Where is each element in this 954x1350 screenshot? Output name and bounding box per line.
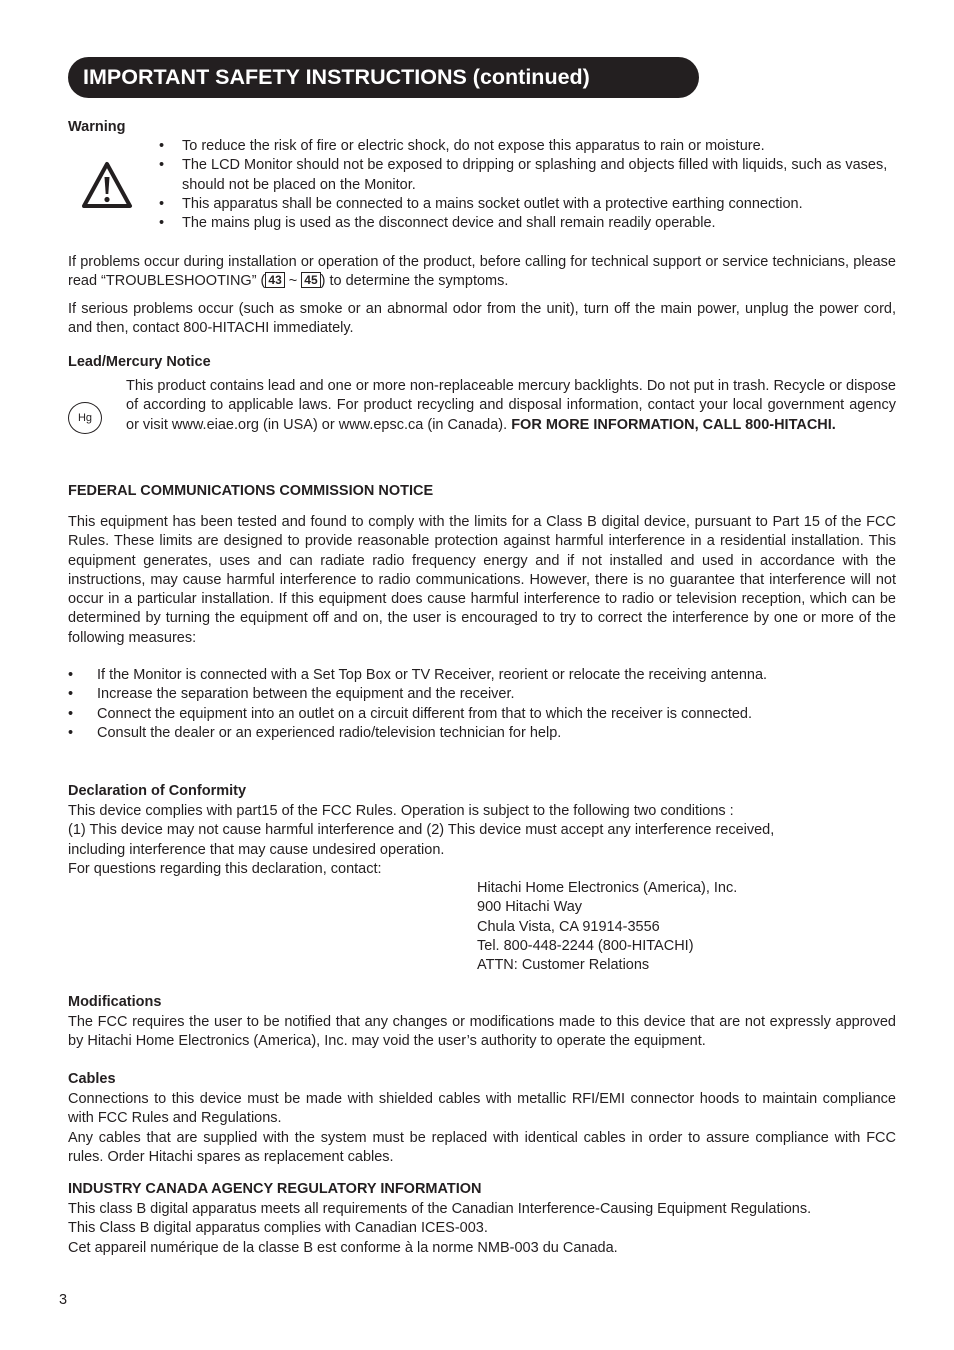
declaration-body [68, 802, 896, 879]
list-item: • This apparatus shall be connected to a mains socket outlet with a protective earthing connection. [159, 195, 803, 212]
industry-canada-heading: INDUSTRY CANADA AGENCY REGULATORY INFORMATION [68, 1181, 482, 1197]
warning-list [159, 137, 896, 233]
cables-paragraph-1: Connections to this device must be made with shielded cables with metallic RFI/EMI connector hoods to maintain compliance with FCC Rules and Regulations. [68, 1091, 896, 1127]
page-title: IMPORTANT SAFETY INSTRUCTIONS (continued) [68, 57, 699, 98]
declaration-line: (1) This device may not cause harmful interference and (2) This device must accept any interference received, [68, 822, 775, 839]
warning-heading: Warning [68, 119, 126, 135]
declaration-line: This device complies with part15 of the FCC Rules. Operation is subject to the following two conditions : [68, 803, 734, 819]
industry-canada-body [68, 1200, 896, 1258]
cables-heading: Cables [68, 1071, 116, 1087]
list-item: • If the Monitor is connected with a Set Top Box or TV Receiver, reorient or relocate the receiving antenna. [68, 667, 768, 683]
declaration-heading: Declaration of Conformity [68, 783, 247, 799]
list-item: • The LCD Monitor should not be exposed to dripping or splashing and objects filled with liquids, such as vases, should not be placed on the Monitor. [159, 157, 888, 193]
modifications-heading: Modifications [68, 994, 162, 1010]
list-item: • The mains plug is used as the disconnect device and shall remain readily operable. [159, 215, 716, 232]
lead-mercury-text: This product contains lead and one or more non-replaceable mercury backlights. Do not put in trash. Recycle or dispose of according to applicable laws. For product recycling and disposal information, contact your local government agency or visit www.eiae.org (in USA) or www.epsc.ca (in Canada). [126, 378, 896, 433]
fcc-heading: FEDERAL COMMUNICATIONS COMMISSION NOTICE [68, 483, 434, 499]
declaration-line: For questions regarding this declaration, contact: [68, 860, 382, 877]
fcc-item-text: Consult the dealer or an experienced radio/television technician for help. [97, 724, 562, 741]
mercury-hg-icon: Hg [68, 402, 102, 434]
page-number: 3 [59, 1292, 68, 1308]
list-item: • Increase the separation between the equipment and the receiver. [68, 686, 515, 703]
fcc-item-text: Connect the equipment into an outlet on a circuit different from that to which the receiver is connected. [97, 705, 753, 722]
list-item: • To reduce the risk of fire or electric shock, do not expose this apparatus to rain or moisture. [159, 138, 765, 154]
fcc-paragraph: This equipment has been tested and found to comply with the limits for a Class B digital device, pursuant to Part 15 of the FCC Rules. These limits are designed to provide reasonable protection against harmful interference in a residential installation. This equipment generates, uses and can radiate radio frequency energy and if not installed and used in accordance with the instructions, may cause harmful interference to radio communications. However, there is no guarantee that interference will not occur in a particular installation. If this equipment does cause harmful interference to radio or television reception, which can be determined by turning the equipment off and on, the user is encouraged to try to correct the interference by one or more of the following measures: [68, 514, 896, 646]
page-ref-45[interactable]: 45 [301, 272, 320, 288]
modifications-paragraph: The FCC requires the user to be notified that any changes or modifications made to this device that are not expressly approved by Hitachi Home Electronics (America), Inc. may void the user’s authority to operate the equipment. [68, 1014, 896, 1050]
lead-mercury-bold-text: FOR MORE INFORMATION, CALL 800-HITACHI. [511, 416, 836, 433]
fcc-item-text: Increase the separation between the equipment and the receiver. [97, 686, 515, 703]
cables-paragraph-2: Any cables that are supplied with the system must be replaced with identical cables in order to assure compliance with FCC rules. Order Hitachi spares as replacement cables. [68, 1130, 896, 1166]
industry-line: This class B digital apparatus meets all requirements of the Canadian Interference-Causing Equipment Regulations. [68, 1201, 812, 1217]
page-ref-43[interactable]: 43 [265, 272, 284, 288]
fcc-item-text: If the Monitor is connected with a Set Top Box or TV Receiver, reorient or relocate the receiving antenna. [97, 667, 768, 683]
lead-mercury-heading: Lead/Mercury Notice [68, 354, 211, 370]
address-line: Hitachi Home Electronics (America), Inc. [477, 880, 738, 896]
list-item: • Connect the equipment into an outlet on a circuit different from that to which the receiver is connected. [68, 705, 753, 722]
troubleshooting-paragraph [68, 253, 896, 292]
address-line: Chula Vista, CA 91914-3556 [477, 918, 660, 935]
warning-item-text: This apparatus shall be connected to a mains socket outlet with a protective earthing connection. [182, 195, 803, 212]
address-line: ATTN: Customer Relations [477, 957, 650, 974]
warning-item-text: The mains plug is used as the disconnect device and shall remain readily operable. [182, 215, 716, 232]
industry-line: This Class B digital apparatus complies with Canadian ICES-003. [68, 1220, 488, 1237]
troubleshooting-text: If problems occur during installation or operation of the product, before calling for technical support or service technicians, please read “TROUBLESHOOTING” ( [68, 254, 896, 290]
lead-mercury-paragraph [126, 377, 896, 435]
warning-item-text: To reduce the risk of fire or electric shock, do not expose this apparatus to rain or moisture. [182, 138, 765, 154]
list-item: • Consult the dealer or an experienced radio/television technician for help. [68, 724, 562, 741]
serious-problems-paragraph: If serious problems occur (such as smoke or an abnormal odor from the unit), turn off the main power, unplug the power cord, and then, contact 800-HITACHI immediately. [68, 301, 896, 337]
declaration-line: including interference that may cause undesired operation. [68, 841, 445, 858]
warning-triangle-icon [81, 161, 133, 209]
address-line: 900 Hitachi Way [477, 899, 583, 916]
contact-address [477, 879, 737, 975]
address-line: Tel. 800-448-2244 (800-HITACHI) [477, 937, 694, 954]
industry-line: Cet appareil numérique de la classe B est conforme à la norme NMB-003 du Canada. [68, 1239, 618, 1256]
ref-separator: ~ [284, 273, 302, 290]
fcc-measures-list [68, 666, 896, 743]
troubleshooting-text-end: ) to determine the symptoms. [320, 273, 509, 290]
warning-item-text: The LCD Monitor should not be exposed to dripping or splashing and objects filled with liquids, such as vases, should not be placed on the Monitor. [182, 157, 888, 193]
